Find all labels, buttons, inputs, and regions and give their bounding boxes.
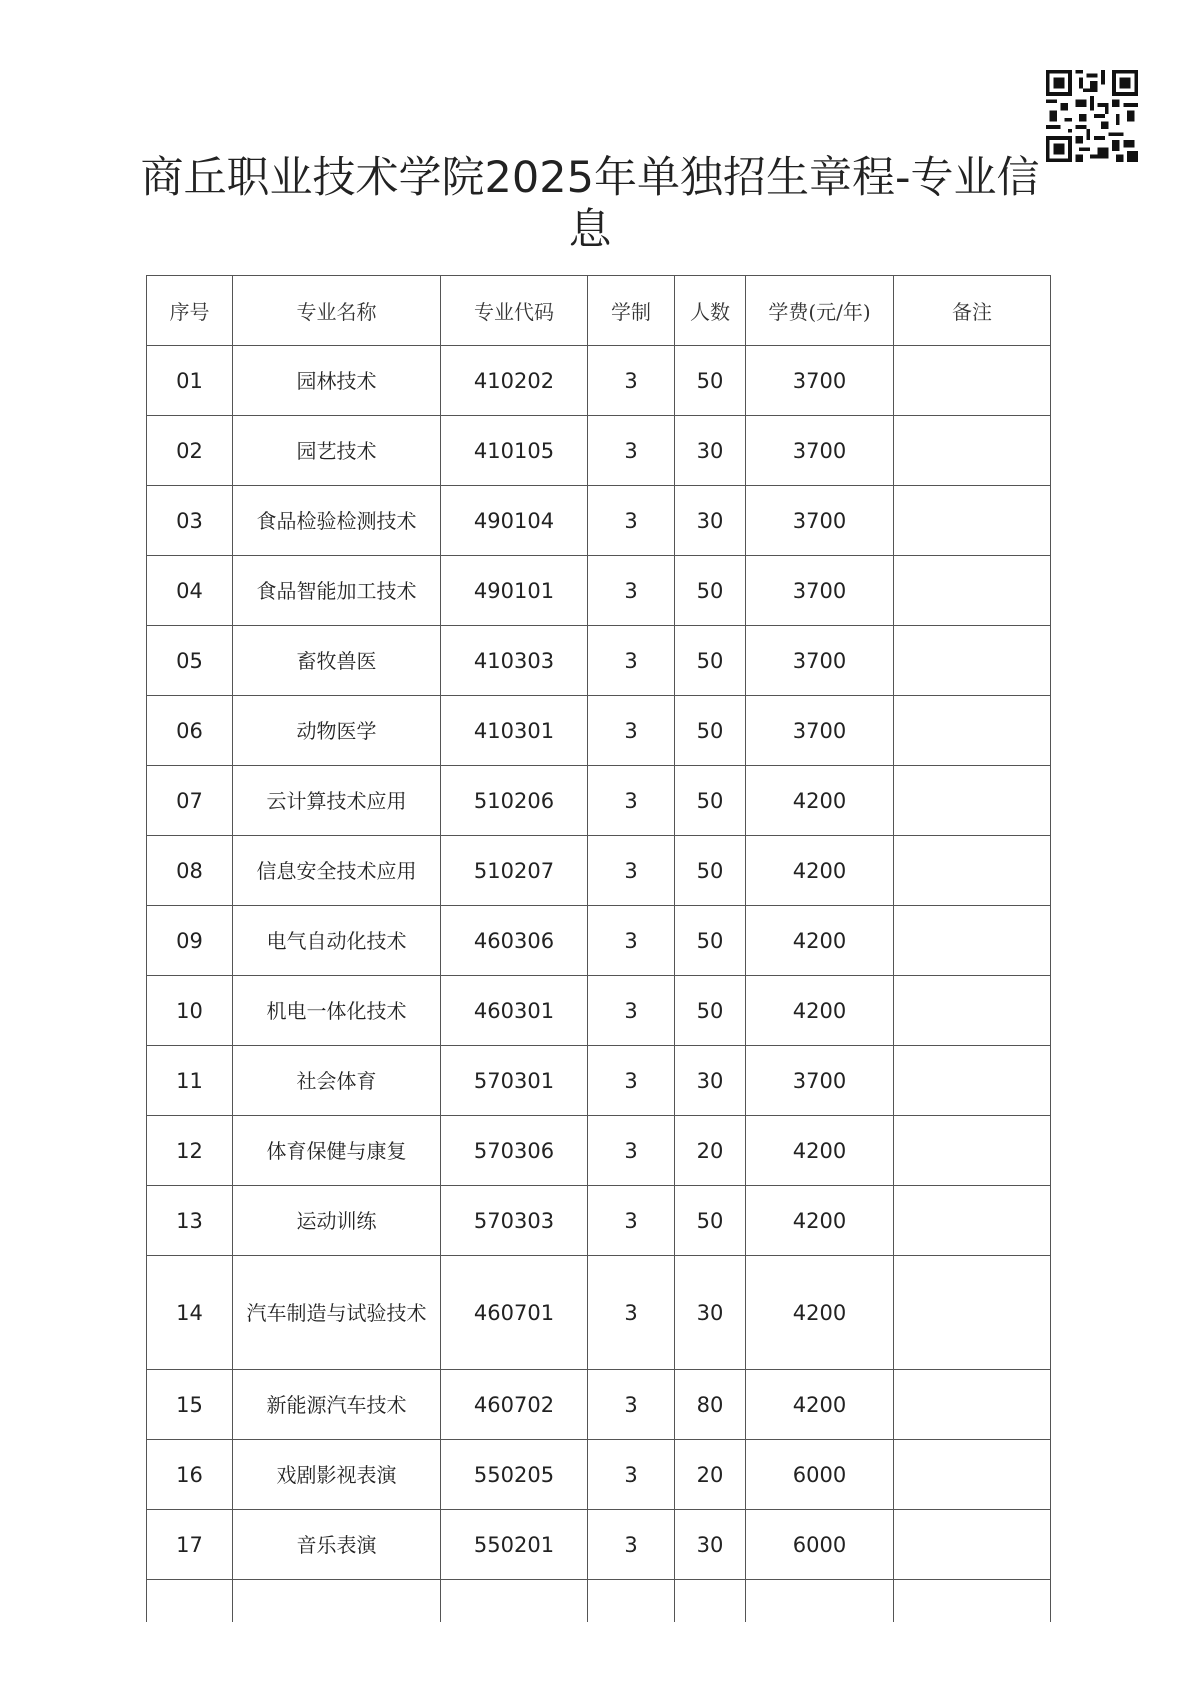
cell-name: 畜牧兽医 <box>233 626 441 696</box>
program-table <box>146 275 1051 1622</box>
header-code: 专业代码 <box>441 276 588 346</box>
cell-count: 30 <box>675 1510 746 1580</box>
cell-fee: 6000 <box>746 1510 894 1580</box>
table-body <box>147 346 1051 1623</box>
cell-note <box>894 1046 1051 1116</box>
cell-years: 3 <box>588 1440 675 1510</box>
cell-count: 50 <box>675 836 746 906</box>
empty-cell <box>675 1580 746 1623</box>
cell-name: 机电一体化技术 <box>233 976 441 1046</box>
cell-years: 3 <box>588 1256 675 1370</box>
empty-cell <box>588 1580 675 1623</box>
cell-note <box>894 1116 1051 1186</box>
cell-name: 食品智能加工技术 <box>233 556 441 626</box>
cell-note <box>894 1256 1051 1370</box>
cell-count: 50 <box>675 1186 746 1256</box>
cell-name: 社会体育 <box>233 1046 441 1116</box>
cell-code: 510207 <box>441 836 588 906</box>
cell-note <box>894 1440 1051 1510</box>
cell-name: 汽车制造与试验技术 <box>233 1256 441 1370</box>
cell-no: 02 <box>147 416 233 486</box>
table-row <box>147 766 1051 836</box>
cell-fee: 4200 <box>746 976 894 1046</box>
table-row <box>147 906 1051 976</box>
table-row <box>147 1510 1051 1580</box>
table-row <box>147 626 1051 696</box>
cell-no: 03 <box>147 486 233 556</box>
cell-note <box>894 836 1051 906</box>
cell-no: 07 <box>147 766 233 836</box>
table-row <box>147 696 1051 766</box>
empty-cell <box>894 1580 1051 1623</box>
table-row <box>147 1116 1051 1186</box>
table-row <box>147 1370 1051 1440</box>
cell-years: 3 <box>588 1370 675 1440</box>
cell-code: 460701 <box>441 1256 588 1370</box>
cell-years: 3 <box>588 346 675 416</box>
cell-name: 体育保健与康复 <box>233 1116 441 1186</box>
cell-code: 550205 <box>441 1440 588 1510</box>
cell-code: 410301 <box>441 696 588 766</box>
empty-cell <box>746 1580 894 1623</box>
cell-count: 50 <box>675 346 746 416</box>
cell-code: 550201 <box>441 1510 588 1580</box>
table-row <box>147 1046 1051 1116</box>
cell-no: 06 <box>147 696 233 766</box>
cell-no: 15 <box>147 1370 233 1440</box>
cell-note <box>894 766 1051 836</box>
cell-no: 04 <box>147 556 233 626</box>
table-row <box>147 1440 1051 1510</box>
table-row-continued <box>147 1580 1051 1623</box>
qr-code <box>1046 70 1138 162</box>
cell-code: 460301 <box>441 976 588 1046</box>
cell-years: 3 <box>588 486 675 556</box>
empty-cell <box>233 1580 441 1623</box>
cell-years: 3 <box>588 1510 675 1580</box>
cell-code: 570306 <box>441 1116 588 1186</box>
cell-code: 570303 <box>441 1186 588 1256</box>
cell-note <box>894 906 1051 976</box>
cell-note <box>894 696 1051 766</box>
table-row <box>147 836 1051 906</box>
header-fee: 学费(元/年) <box>746 276 894 346</box>
table-row <box>147 1256 1051 1370</box>
table-header-row <box>147 276 1051 346</box>
cell-fee: 3700 <box>746 1046 894 1116</box>
cell-name: 电气自动化技术 <box>233 906 441 976</box>
cell-name: 戏剧影视表演 <box>233 1440 441 1510</box>
cell-count: 50 <box>675 556 746 626</box>
cell-code: 410202 <box>441 346 588 416</box>
cell-years: 3 <box>588 416 675 486</box>
cell-years: 3 <box>588 766 675 836</box>
cell-fee: 4200 <box>746 1116 894 1186</box>
cell-no: 16 <box>147 1440 233 1510</box>
cell-name: 运动训练 <box>233 1186 441 1256</box>
cell-note <box>894 976 1051 1046</box>
cell-fee: 4200 <box>746 1370 894 1440</box>
cell-years: 3 <box>588 696 675 766</box>
cell-years: 3 <box>588 626 675 696</box>
cell-name: 食品检验检测技术 <box>233 486 441 556</box>
cell-fee: 6000 <box>746 1440 894 1510</box>
cell-code: 490104 <box>441 486 588 556</box>
cell-years: 3 <box>588 556 675 626</box>
cell-note <box>894 556 1051 626</box>
header-years: 学制 <box>588 276 675 346</box>
cell-fee: 4200 <box>746 906 894 976</box>
cell-fee: 4200 <box>746 836 894 906</box>
cell-fee: 3700 <box>746 696 894 766</box>
cell-fee: 3700 <box>746 556 894 626</box>
cell-count: 30 <box>675 486 746 556</box>
cell-no: 11 <box>147 1046 233 1116</box>
header-name: 专业名称 <box>233 276 441 346</box>
cell-note <box>894 1370 1051 1440</box>
cell-fee: 3700 <box>746 626 894 696</box>
cell-name: 新能源汽车技术 <box>233 1370 441 1440</box>
page-title: 商丘职业技术学院2025年单独招生章程-专业信息 <box>140 153 1040 255</box>
cell-note <box>894 346 1051 416</box>
header-note: 备注 <box>894 276 1051 346</box>
cell-note <box>894 486 1051 556</box>
cell-fee: 3700 <box>746 346 894 416</box>
cell-fee: 4200 <box>746 1186 894 1256</box>
cell-years: 3 <box>588 906 675 976</box>
table-row <box>147 346 1051 416</box>
cell-count: 50 <box>675 626 746 696</box>
cell-count: 30 <box>675 1046 746 1116</box>
cell-years: 3 <box>588 1116 675 1186</box>
cell-count: 20 <box>675 1116 746 1186</box>
cell-count: 30 <box>675 1256 746 1370</box>
cell-fee: 3700 <box>746 416 894 486</box>
cell-note <box>894 1186 1051 1256</box>
cell-name: 动物医学 <box>233 696 441 766</box>
cell-name: 信息安全技术应用 <box>233 836 441 906</box>
cell-years: 3 <box>588 976 675 1046</box>
cell-count: 80 <box>675 1370 746 1440</box>
cell-fee: 3700 <box>746 486 894 556</box>
table-row <box>147 556 1051 626</box>
empty-cell <box>441 1580 588 1623</box>
cell-count: 50 <box>675 976 746 1046</box>
table-row <box>147 976 1051 1046</box>
table-row <box>147 486 1051 556</box>
cell-no: 12 <box>147 1116 233 1186</box>
cell-count: 50 <box>675 906 746 976</box>
cell-no: 14 <box>147 1256 233 1370</box>
empty-cell <box>147 1580 233 1623</box>
cell-no: 13 <box>147 1186 233 1256</box>
cell-code: 490101 <box>441 556 588 626</box>
cell-name: 园林技术 <box>233 346 441 416</box>
cell-note <box>894 1510 1051 1580</box>
cell-count: 20 <box>675 1440 746 1510</box>
cell-years: 3 <box>588 1046 675 1116</box>
cell-code: 570301 <box>441 1046 588 1116</box>
cell-name: 音乐表演 <box>233 1510 441 1580</box>
table-row <box>147 416 1051 486</box>
cell-fee: 4200 <box>746 1256 894 1370</box>
cell-name: 园艺技术 <box>233 416 441 486</box>
cell-years: 3 <box>588 1186 675 1256</box>
cell-note <box>894 626 1051 696</box>
cell-code: 460306 <box>441 906 588 976</box>
cell-code: 410303 <box>441 626 588 696</box>
cell-no: 09 <box>147 906 233 976</box>
cell-fee: 4200 <box>746 766 894 836</box>
cell-count: 30 <box>675 416 746 486</box>
cell-no: 01 <box>147 346 233 416</box>
table-row <box>147 1186 1051 1256</box>
cell-no: 10 <box>147 976 233 1046</box>
cell-code: 460702 <box>441 1370 588 1440</box>
cell-note <box>894 416 1051 486</box>
cell-no: 08 <box>147 836 233 906</box>
cell-no: 17 <box>147 1510 233 1580</box>
cell-count: 50 <box>675 766 746 836</box>
cell-count: 50 <box>675 696 746 766</box>
cell-name: 云计算技术应用 <box>233 766 441 836</box>
cell-no: 05 <box>147 626 233 696</box>
cell-code: 410105 <box>441 416 588 486</box>
header-count: 人数 <box>675 276 746 346</box>
header-no: 序号 <box>147 276 233 346</box>
cell-years: 3 <box>588 836 675 906</box>
cell-code: 510206 <box>441 766 588 836</box>
